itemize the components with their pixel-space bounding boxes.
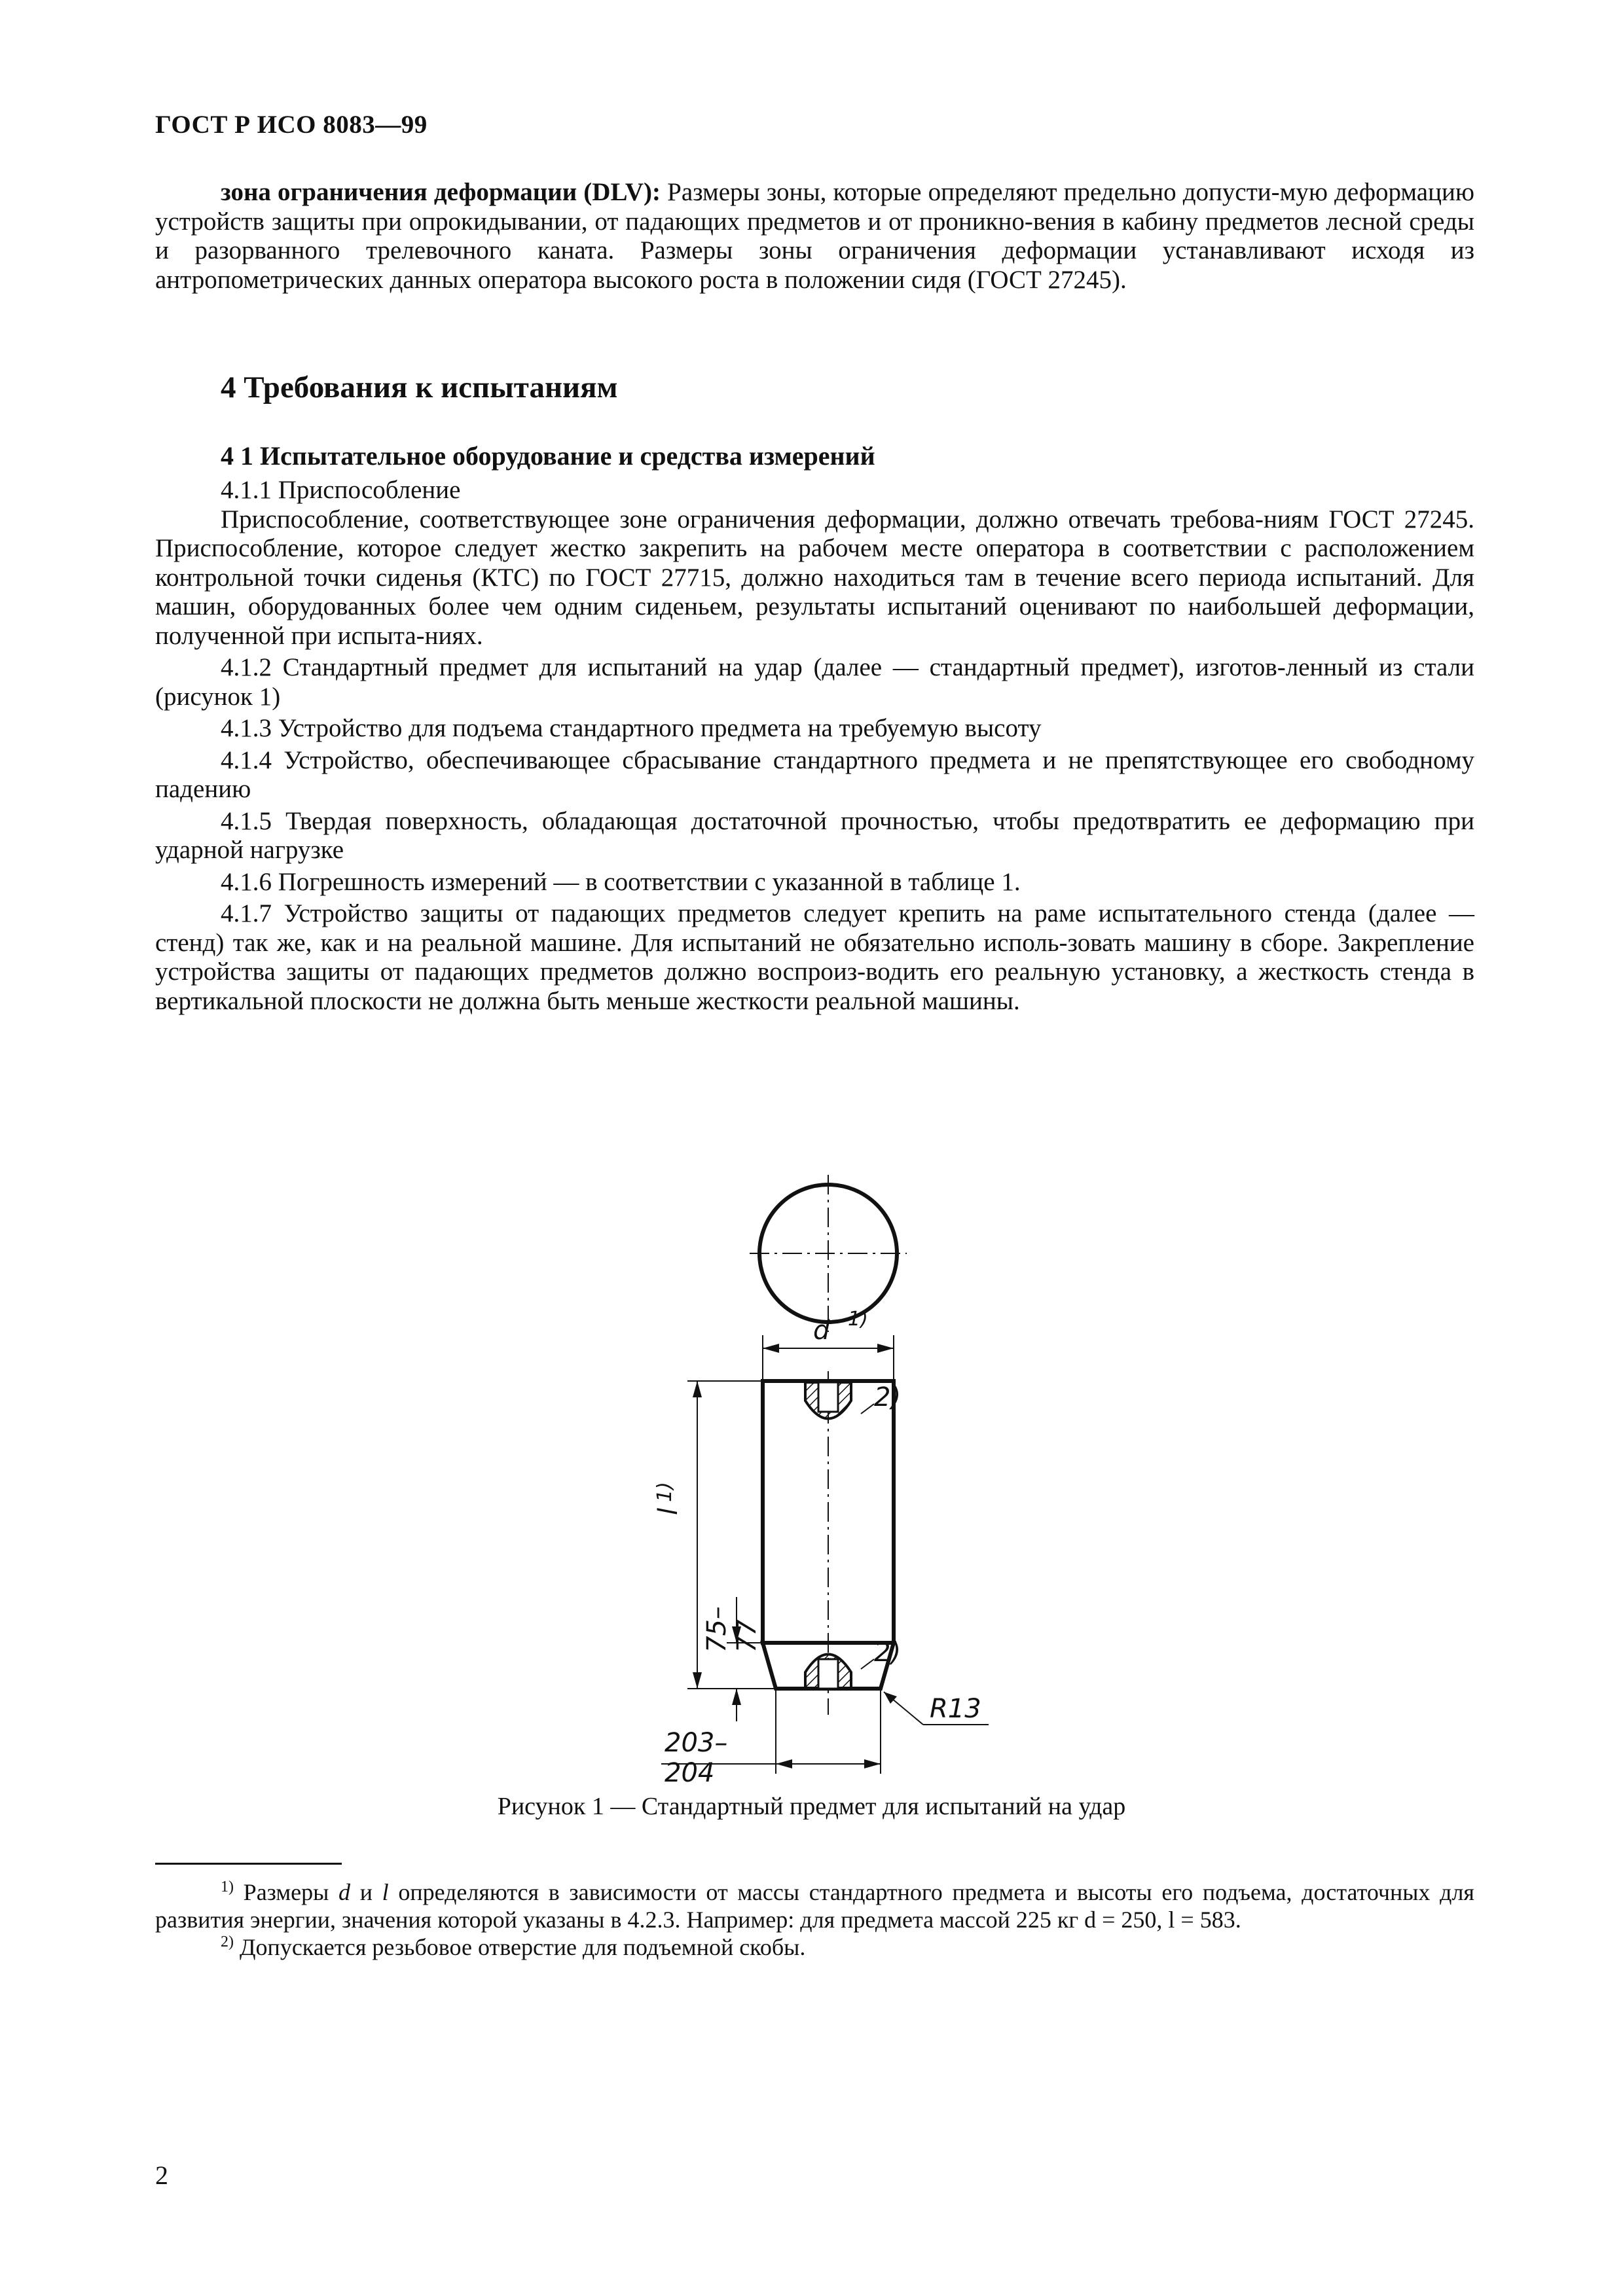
page-number: 2 <box>155 2161 168 2190</box>
paragraph-4-1-3: 4.1.3 Устройство для подъема стандартного предмета на требуемую высоту <box>221 714 1042 742</box>
dimension-radius: R13 <box>930 1694 981 1724</box>
paragraph-4-1-6: 4.1.6 Погрешность измерений — в соответствии с указанной в таблице 1. <box>221 867 1021 896</box>
definition-term: зона ограничения деформации (DLV): <box>221 178 661 206</box>
label-l: l <box>653 1507 684 1515</box>
paragraph-4-1-5: 4.1.5 Твердая поверхность, обладающая достаточной прочностью, чтобы предотвратить ее деформацию при ударной нагрузке <box>155 806 1474 864</box>
definition-paragraph <box>155 178 1474 295</box>
figure-caption: Рисунок 1 — Стандартный предмет для испытаний на удар <box>497 1793 1126 1820</box>
dimension-chamfer: 75–77 <box>702 1606 762 1653</box>
technical-drawing <box>622 1139 1015 1780</box>
label-d-sup: 1) <box>848 1308 868 1331</box>
footnote-1-text-a: Размеры <box>234 1879 339 1905</box>
label-hole-bottom: 2) <box>874 1638 902 1668</box>
footnote-separator <box>155 1863 342 1865</box>
footnote-1-symbol-d: d <box>338 1879 351 1905</box>
paragraph-4-1-2: 4.1.2 Стандартный предмет для испытаний на удар (далее — стандартный предмет), изготов-ленный из стали (рисунок 1) <box>155 653 1474 711</box>
definition-text: Размеры зоны, которые определяют предельно допусти-мую деформацию устройств защиты при опрокидывании, от падающих предметов и от проникно-вения в кабину предметов лесной среды и разорванного трелевочного каната. Размеры зоны ограничения деформации устанавливают исходя из антропометрических данных оператора высокого роста в положении сидя (ГОСТ 27245). <box>155 178 1474 294</box>
footnote-2 <box>155 1933 1474 1961</box>
subsection-title: 4 1 Испытательное оборудование и средства измерений <box>221 441 875 471</box>
label-d: d <box>813 1316 830 1346</box>
label-l-sup: 1) <box>653 1482 676 1502</box>
label-hole-top: 2) <box>874 1382 902 1412</box>
footnote-1-symbol-l: l <box>382 1879 389 1905</box>
section-title: 4 Требования к испытаниям <box>221 370 618 404</box>
footnote-1-text-b: определяются в зависимости от массы стандартного предмета и высоты его подъема, достаточных для развития энергии, значения которой указаны в 4.2.3. Например: для предмета массой 225 кг <box>155 1879 1474 1933</box>
footnote-1 <box>155 1878 1474 1933</box>
paragraph-4-1-1-title: 4.1.1 Приспособление <box>221 476 461 504</box>
footnote-1-example: d = 250, l = 583. <box>1084 1907 1241 1933</box>
footnote-1-mark: 1) <box>221 1878 234 1895</box>
paragraph-4-1-7: 4.1.7 Устройство защиты от падающих предметов следует крепить на раме испытательного стенда (далее — стенд) так же, как и на реальной машине. Для испытаний не обязательно исполь-зовать машину в сборе. Закрепление устройства защиты от падающих предметов должно воспроиз-водить его реальную установку, а жесткость стенда в вертикальной плоскости не должна быть меньше жесткости реальной машины. <box>155 899 1474 1015</box>
footnote-2-mark: 2) <box>221 1933 234 1950</box>
footnotes <box>155 1878 1474 1961</box>
dimension-diameter: 203–204 <box>665 1728 728 1788</box>
body-text <box>155 476 1474 1016</box>
document-code: ГОСТ Р ИСО 8083—99 <box>155 111 428 139</box>
paragraph-4-1-1-text: Приспособление, соответствующее зоне ограничения деформации, должно отвечать требова-ниям ГОСТ 27245. Приспособление, которое следует жестко закрепить на рабочем месте оператора в соответствии с расположением контрольной точки сиденья (КТС) по ГОСТ 27715, должно находиться там в течение всего периода испытаний. Для машин, оборудованных более чем одним сиденьем, результаты испытаний оценивают по наибольшей деформации, полученной при испыта-ниях. <box>155 505 1474 650</box>
footnote-2-text: Допускается резьбовое отверстие для подъемной скобы. <box>234 1934 806 1960</box>
paragraph-4-1-4: 4.1.4 Устройство, обеспечивающее сбрасывание стандартного предмета и не препятствующее его свободному падению <box>155 745 1474 803</box>
footnote-1-and: и <box>350 1879 382 1905</box>
